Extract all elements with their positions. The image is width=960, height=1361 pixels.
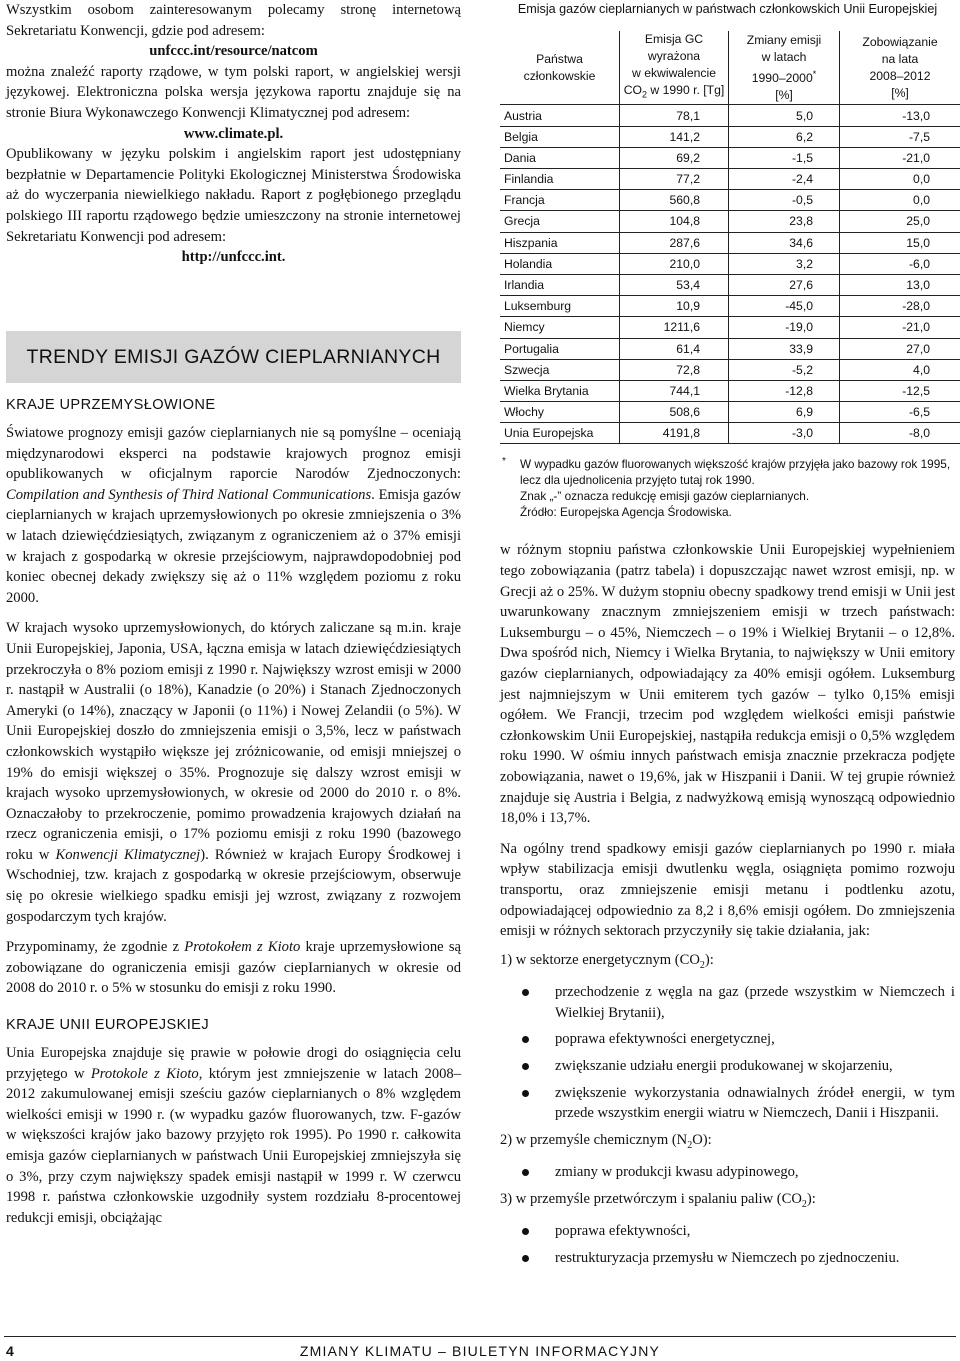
- cell-country: Wielka Brytania: [500, 380, 620, 401]
- climate-url[interactable]: www.climate.pl.: [183, 125, 284, 142]
- cell-country: Włochy: [500, 402, 620, 423]
- footnote-base-year: W wypadku gazów fluorowanych większość krajów przyjęła jako bazowy rok 1995, lecz dla ujednolicenia przyjęto tutaj rok 1990.: [520, 457, 951, 488]
- cell-country: Belgia: [500, 126, 620, 147]
- cell-emission: 287,6: [620, 232, 729, 253]
- cell-emission: 72,8: [620, 359, 729, 380]
- col-header-emission: Emisja GC wyrażona w ekwiwalencie $CO_2$ w 1990 r. [Tg]: [620, 31, 729, 105]
- table-row: [500, 190, 960, 211]
- list-item: [500, 1248, 955, 1269]
- list-item-text: zwiększanie udziału energii produkowanej w skojarzeniu,: [555, 1058, 893, 1074]
- bullet-icon: [522, 1090, 529, 1097]
- list-item-text: restrukturyzacja przemysłu w Niemczech po zjednoczeniu.: [555, 1249, 900, 1266]
- cell-change: -2,4: [729, 169, 840, 190]
- bullet-icon: [522, 1228, 529, 1235]
- unfccc-url[interactable]: http://unfccc.int.: [181, 249, 286, 266]
- page-footer: [0, 1336, 960, 1360]
- emissions-table: [500, 31, 960, 444]
- cell-change: -5,2: [729, 359, 840, 380]
- footnote-star: *: [502, 456, 506, 468]
- cell-emission: 61,4: [620, 338, 729, 359]
- sector-energy-heading: 1) w sektorze energetycznym $(CO_2)$:: [500, 951, 714, 971]
- footer-divider: [4, 1336, 956, 1337]
- intro-paragraph: Wszystkim osobom zainteresowanym polecamy stronę internetową Sekretariatu Konwencji, gdzie pod adresem:: [6, 2, 461, 39]
- table-row: [500, 147, 960, 168]
- cell-country: Francja: [500, 190, 620, 211]
- paragraph-kyoto-reminder: Przypominamy, że zgodnie z Protokołem z Kioto kraje uprzemysłowione są zobowiązane do ograniczenia emisji gazów ciepIarnianych w okresie od 2008 do 2010 r. o 5% w stosunku do emisji z roku 1990.: [6, 939, 461, 997]
- sector-processing-heading: 3) w przemyśle przetwórczym i spalaniu paliw $(CO_2)$:: [500, 1190, 816, 1210]
- section-banner: [6, 331, 461, 383]
- list-item: [500, 1221, 955, 1242]
- cell-commitment: -6,0: [840, 253, 960, 274]
- left-column-lower: [6, 397, 461, 1228]
- list-item: [500, 1162, 955, 1183]
- paragraph-highly-industrialised: W krajach wysoko uprzemysłowionych, do których zaliczane są m.in. kraje Unii Europejskiej, Japonia, USA, łączna emisja w latach dziewięćdziesiątych przekroczyła o 8% poziom emisji z 1990 r. Największy wzrost emisji w 2000 r. nastąpił w Australii (o 18%), Kanadzie (o 20%) i Stanach Zjednoczonych Ameryki (o 14%), znaczący w Japonii (o 11%) i Nowej Zelandii (o 5%). W Unii Europejskiej doszło do zmniejszenia emisji o 3,5%, lecz w państwach członkowskich wystąpiło większe jej zróżnicowanie, od emisji mniejszej o 19% do emisji większej o 35%. Prognozuje się dalszy wzrost emisji w krajach wysoko uprzemysłowionych, w okresie od 2000 do 2010 r. o 8%. Oznaczałoby to przekroczenie, pomimo prowadzenia krajowych działań na rzecz ograniczenia emisji, o 17% poziomu emisji z roku 1990 (bazowego roku w Konwencji Klimatycznej). Również w krajach Europy Środkowej i Wschodniej, tzw. krajach z gospodarką w okresie przejściowym, obserwuje się po okresie wielkiego spadku emisji jej wzrost, związany z rozwojem gospodarczym tych krajów.: [6, 620, 461, 925]
- cell-emission: 78,1: [620, 105, 729, 126]
- chemical-measures-list: [500, 1162, 955, 1183]
- paragraph-electronic-version: można znaleźć raporty rządowe, w tym polski raport, w angielskiej wersji językowej. Elektroniczna polska wersja językowa raportu znajduje się na stronie Biura Wykonawczego Konwencji Klimatycznej pod adresem:: [6, 63, 461, 121]
- cell-change: -19,0: [729, 317, 840, 338]
- cell-country: Hiszpania: [500, 232, 620, 253]
- cell-commitment: -7,5: [840, 126, 960, 147]
- table-row: [500, 232, 960, 253]
- cell-change: 34,6: [729, 232, 840, 253]
- table-row: [500, 105, 960, 126]
- cell-emission: 69,2: [620, 147, 729, 168]
- cell-country: Szwecja: [500, 359, 620, 380]
- energy-measures-list: [500, 982, 955, 1124]
- cell-country: Portugalia: [500, 338, 620, 359]
- cell-change: -45,0: [729, 296, 840, 317]
- list-item-text: poprawa efektywności,: [555, 1223, 691, 1240]
- table-row: [500, 423, 960, 444]
- list-item: [500, 1029, 955, 1050]
- processing-measures-list: [500, 1221, 955, 1268]
- cell-change: -3,0: [729, 423, 840, 444]
- cell-commitment: 0,0: [840, 169, 960, 190]
- cell-change: -0,5: [729, 190, 840, 211]
- cell-commitment: -21,0: [840, 317, 960, 338]
- cell-commitment: 15,0: [840, 232, 960, 253]
- list-item-text: zmiany w produkcji kwasu adypinowego,: [555, 1164, 799, 1181]
- cell-commitment: -21,0: [840, 147, 960, 168]
- heading-industrial-countries: KRAJE UPRZEMYSŁOWIONE: [6, 397, 216, 413]
- col-header-country: Państwa członkowskie: [500, 31, 620, 105]
- cell-emission: 141,2: [620, 126, 729, 147]
- cell-change: 23,8: [729, 211, 840, 232]
- table-footnote: [500, 456, 955, 520]
- section-banner-title: TRENDY EMISJI GAZÓW CIEPLARNIANYCH: [26, 345, 441, 368]
- list-item-text: przechodzenie z węgla na gaz (przede wszystkim w Niemczech i Wielkiej Brytanii),: [555, 984, 955, 1021]
- cell-commitment: -6,5: [840, 402, 960, 423]
- heading-eu-countries: KRAJE UNII EUROPEJSKIEJ: [6, 1017, 210, 1034]
- natcom-url[interactable]: unfccc.int/resource/natcom: [149, 43, 318, 60]
- cell-emission: 104,8: [620, 211, 729, 232]
- table-row: [500, 253, 960, 274]
- paragraph-eu-kyoto: Unia Europejska znajduje się prawie w połowie drogi do osiągnięcia celu przyjętego w Protokole z Kioto, którym jest zmniejszenie w latach 2008–2012 zakumulowanej emisji sześciu gazów cieplarnianych o 8% względem wielkości emisji w 1990 r. (w wypadku gazów fluorowanych, tzw. F-gazów w większości krajów jako bazowy przyjęto rok 1995). Po 1990 r. całkowita emisja gazów cieplarnianych w państwach Unii Europejskiej zmniejszyła się o 3%, przy czym największy spadek emisji nastąpił w 1999 r. W czerwcu 1998 r. państwa członkowskie uzgodniły system rozdziału 8-procentowej redukcji emisji, obciążając: [6, 1045, 462, 1226]
- cell-change: 3,2: [729, 253, 840, 274]
- cell-country: Dania: [500, 147, 620, 168]
- paragraph-downward-trend: Na ogólny trend spadkowy emisji gazów cieplarnianych po 1990 r. miała wpływ stabilizacja emisji dwutlenku węgla, osiągnięta pomimo rozwoju transportu, oraz zmniejszenie emisji metanu i podtlenku azotu, odpowiadającej odpowiednio za 8,2 i 8,6% emisji ogółem. Do zmniejszenia emisji w różnych sektorach przyczyniły się takie działania, jak:: [500, 840, 955, 940]
- cell-commitment: 4,0: [840, 359, 960, 380]
- cell-country: Finlandia: [500, 169, 620, 190]
- cell-country: Luksemburg: [500, 296, 620, 317]
- cell-change: 27,6: [729, 274, 840, 295]
- cell-commitment: -13,0: [840, 105, 960, 126]
- cell-emission: 210,0: [620, 253, 729, 274]
- paragraph-eu-trends: w różnym stopniu państwa członkowskie Unii Europejskiej wypełnieniem tego zobowiązania (patrz tabela) i dopuszczając nawet wzrost emisji, np. w Grecji aż o 25%. W dużym stopniu obecny spadkowy trend emisji w Unii jest uwarunkowany znacznym zmniejszeniem emisji w trzech państwach: Luksemburgu – o 45%, Niemczech – o 19% i Wielkiej Brytanii – o 12,8%. Dwa spośród nich, Niemcy i Wielka Brytania, to największy w Unii emitory gazów cieplarnianych, odpowiadający za 40% emisji ogółem. Luksemburg jest najmniejszym w Unii emiterem tych gazów – tylko 0,15% emisji ogółem. We Francji, trzecim pod względem wielkości emisji państwie członkowskim Unii Europejskiej, nastąpiła redukcja emisji o 0,5% względem roku 1990. W ośmiu innych państwach emisja znacznie przekracza podjęte zobowiązania, nawet o 19,6%, jak w Hiszpanii i Danii. W tej grupie również znajduje się Austria i Belgia, z nadwyżkową emisją wynoszącą odpowiednio 18,0% i 13,7%.: [500, 542, 955, 827]
- bullet-icon: [522, 1063, 529, 1070]
- cell-emission: 10,9: [620, 296, 729, 317]
- table-row: [500, 338, 960, 359]
- footnote-sign: Znak „-” oznacza redukcję emisji gazów cieplarnianych.: [520, 489, 810, 504]
- page-number: 4: [6, 1343, 14, 1359]
- cell-commitment: 25,0: [840, 211, 960, 232]
- paragraph-published-report: Opublikowany w języku polskim i angielskim raport jest udostępniany bezpłatnie w Departamencie Polityki Ekologicznej Ministerstwa Środowiska aż do wyczerpania niewielkiego nakładu. Raport z pogłębionego przeglądu polskiego III raportu rządowego będzie umieszczony na stronie internetowej Sekretariatu Konwencji pod adresem:: [6, 146, 461, 245]
- cell-change: 33,9: [729, 338, 840, 359]
- cell-emission: 560,8: [620, 190, 729, 211]
- cell-change: -12,8: [729, 380, 840, 401]
- left-column: [6, 0, 461, 268]
- cell-emission: 1211,6: [620, 317, 729, 338]
- cell-commitment: 13,0: [840, 274, 960, 295]
- cell-country: Irlandia: [500, 274, 620, 295]
- table-row: [500, 169, 960, 190]
- cell-commitment: -8,0: [840, 423, 960, 444]
- cell-emission: 744,1: [620, 380, 729, 401]
- cell-country: Austria: [500, 105, 620, 126]
- table-row: [500, 359, 960, 380]
- list-item-text: poprawa efektywności energetycznej,: [555, 1031, 775, 1048]
- cell-emission: 508,6: [620, 402, 729, 423]
- cell-change: -1,5: [729, 147, 840, 168]
- cell-emission: 53,4: [620, 274, 729, 295]
- cell-change: 5,0: [729, 105, 840, 126]
- cell-change: 6,9: [729, 402, 840, 423]
- table-row: [500, 274, 960, 295]
- bullet-icon: [522, 1255, 529, 1262]
- sector-chemical-heading: 2) w przemyśle chemicznym $(N_2O)$:: [500, 1131, 712, 1151]
- list-item: [500, 1056, 955, 1077]
- list-item: [500, 1083, 955, 1124]
- cell-country: Unia Europejska: [500, 423, 620, 444]
- footnote-source: Źródło: Europejska Agencja Środowiska.: [520, 505, 732, 520]
- table-title: Emisja gazów cieplarnianych w państwach członkowskich Unii Europejskiej: [517, 2, 938, 16]
- list-item-text: zwiększenie wykorzystania odnawialnych źródeł energii, w tym przede wszystkim energii wiatru w Niemczech, Danii i Hiszpanii.: [555, 1084, 955, 1122]
- table-row: [500, 402, 960, 423]
- table-row: [500, 211, 960, 232]
- cell-commitment: -28,0: [840, 296, 960, 317]
- cell-commitment: -12,5: [840, 380, 960, 401]
- cell-country: Grecja: [500, 211, 620, 232]
- bullet-icon: [522, 1169, 529, 1176]
- table-row: [500, 296, 960, 317]
- cell-country: Holandia: [500, 253, 620, 274]
- cell-emission: 77,2: [620, 169, 729, 190]
- table-row: [500, 380, 960, 401]
- col-header-change: Zmiany emisji w latach 1990–2000* [%]: [729, 31, 840, 105]
- footer-title: ZMIANY KLIMATU – BIULETYN INFORMACYJNY: [299, 1343, 661, 1359]
- bullet-icon: [522, 989, 529, 996]
- table-row: [500, 317, 960, 338]
- col-header-commitment: Zobowiązanie na lata 2008–2012 [%]: [840, 31, 960, 105]
- paragraph-world-forecasts: Światowe prognozy emisji gazów cieplarnianych nie są pomyślne – oceniają międzynarodowi eksperci na podstawie krajowych prognoz emisji opublikowanych w oficjalnym raporcie Narodów Zjednoczonych: Compilation and Synthesis of Third National Communications. Emisja gazów cieplarnianych w krajach uprzemysłowionych po okresie zmniejszenia o 3% w latach dziewięćdziesiątych, związanym z ograniczeniem aż o 37% emisji w krajach z gospodarką w okresie przejściowym, najprawdopodobniej pod koniec obecnej dekady zwiększy się aż o 11% względem poziomu z roku 2000.: [6, 425, 461, 606]
- right-column: [500, 0, 955, 1275]
- bullet-icon: [522, 1036, 529, 1043]
- list-item: [500, 982, 955, 1023]
- cell-emission: 4191,8: [620, 423, 729, 444]
- table-row: [500, 126, 960, 147]
- cell-commitment: 0,0: [840, 190, 960, 211]
- cell-country: Niemcy: [500, 317, 620, 338]
- cell-commitment: 27,0: [840, 338, 960, 359]
- cell-change: 6,2: [729, 126, 840, 147]
- table-header-row: [500, 31, 960, 105]
